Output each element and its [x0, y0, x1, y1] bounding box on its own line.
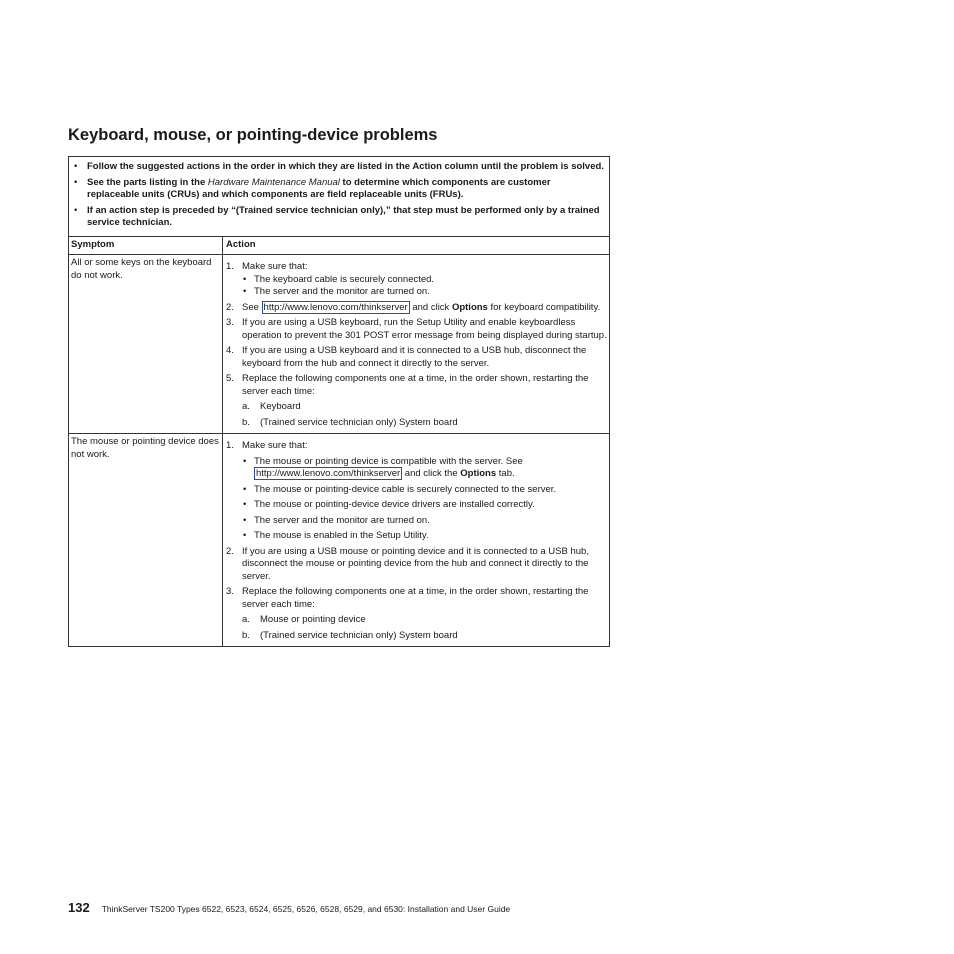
sub-text: (Trained service technician only) System board [260, 629, 458, 641]
sub-letter: a. [242, 614, 250, 625]
bullet-text: The server and the monitor are turned on. [254, 286, 430, 297]
options-label: Options [451, 301, 488, 313]
sub-letter: b. [242, 416, 250, 428]
bullet-text: The mouse or pointing-device cable is securely connected to the server. [254, 483, 557, 495]
section-title: Keyboard, mouse, or pointing-device problems [68, 126, 438, 144]
bullet-item [242, 530, 607, 543]
action-step [226, 586, 607, 642]
sub-item [242, 614, 607, 627]
action-cell [223, 434, 609, 646]
bullet: • [243, 455, 247, 467]
bullet-text: The mouse or pointing device is compatible with the server. See [254, 455, 523, 467]
bullet-item [242, 499, 607, 512]
step-number: 2. [226, 301, 234, 313]
bullet-text: The keyboard cable is securely connected. [254, 273, 435, 285]
header-action: Action [226, 238, 256, 250]
footer-text: ThinkServer TS200 Types 6522, 6523, 6524, 6525, 6526, 6528, 6529, and 6530: Installation and User Guide [101, 904, 511, 914]
bullet-item [242, 456, 607, 481]
bullet: • [243, 483, 247, 495]
note-text: See the parts listing in the [87, 176, 208, 188]
bullet: • [74, 161, 78, 172]
sub-text: Keyboard [260, 401, 301, 412]
step-number: 1. [226, 261, 234, 272]
step-number: 3. [226, 317, 234, 328]
step-text: If you are using a USB keyboard and it is connected to a USB hub, disconnect the keyboard from the hub and connect it directly to the server. [242, 345, 587, 369]
action-step [226, 373, 607, 429]
page-footer [68, 900, 510, 915]
table-row [69, 434, 609, 646]
sub-text: Mouse or pointing device [260, 614, 366, 625]
bullet-text: tab. [496, 468, 515, 479]
bullet: • [74, 204, 78, 216]
action-step [226, 261, 607, 299]
troubleshooting-table [68, 156, 610, 647]
bullet-text: and click the [402, 468, 461, 479]
action-step [226, 302, 607, 315]
step-text: and click [409, 301, 452, 313]
sub-letter: b. [242, 629, 250, 641]
step-number: 2. [226, 545, 234, 557]
options-label: Options [460, 468, 497, 479]
step-text: See [242, 301, 262, 313]
sub-item [242, 417, 607, 430]
sub-letter: a. [242, 401, 250, 412]
table-row [69, 255, 609, 434]
sub-text: (Trained service technician only) System board [260, 416, 458, 428]
note-item [73, 205, 605, 230]
note-text: Follow the suggested actions in the order in which they are listed in the Action column until the problem is solved. [87, 161, 604, 172]
step-text: for keyboard compatibility. [487, 301, 601, 313]
bullet-item [242, 484, 607, 497]
action-step [226, 317, 607, 342]
bullet: • [243, 499, 247, 510]
step-text: Make sure that: [242, 440, 308, 451]
bullet-item [242, 286, 607, 299]
action-step [226, 546, 607, 584]
header-symptom: Symptom [69, 237, 223, 255]
symptom-cell: The mouse or pointing device does not work. [69, 434, 223, 646]
page-number: 132 [68, 900, 90, 915]
note-item [73, 161, 605, 174]
note-text: to determine which components are customer replaceable units (CRUs) and which components are field replaceable units (FRUs). [87, 176, 551, 200]
bullet: • [243, 273, 247, 285]
lenovo-link[interactable]: http://www.lenovo.com/thinkserver [256, 468, 401, 479]
step-number: 3. [226, 586, 234, 597]
symptom-cell: All or some keys on the keyboard do not work. [69, 255, 223, 433]
note-item [73, 177, 605, 202]
bullet-item [242, 274, 607, 287]
bullet: • [243, 286, 247, 297]
step-number: 5. [226, 373, 234, 384]
note-text: If an action step is preceded by “(Trained service technician only),” that step must be performed only by a trained service technician. [87, 204, 600, 228]
action-cell [223, 255, 609, 433]
step-number: 4. [226, 345, 234, 356]
step-text: Replace the following components one at a time, in the order shown, restarting the server each time: [242, 373, 589, 397]
bullet-text: The server and the monitor are turned on. [254, 514, 430, 526]
bullet: • [243, 514, 247, 526]
sub-item [242, 401, 607, 414]
step-text: If you are using a USB keyboard, run the Setup Utility and enable keyboardless operation to prevent the 301 POST error message from being displayed during startup. [242, 317, 607, 341]
bullet-text: The mouse is enabled in the Setup Utility. [254, 530, 429, 541]
bullet-text: The mouse or pointing-device device drivers are installed correctly. [254, 499, 535, 510]
bullet-item [242, 515, 607, 528]
sub-item [242, 630, 607, 643]
table-header [69, 237, 609, 256]
manual-title: Hardware Maintenance Manual [207, 176, 340, 188]
bullet: • [243, 530, 247, 541]
notes-block [69, 157, 609, 237]
step-text: If you are using a USB mouse or pointing device and it is connected to a USB hub, disconnect the mouse or pointing device from the hub and connect it directly to the server. [242, 545, 589, 582]
action-step [226, 345, 607, 370]
step-number: 1. [226, 440, 234, 451]
step-text: Make sure that: [242, 261, 308, 272]
step-text: Replace the following components one at a time, in the order shown, restarting the server each time: [242, 586, 589, 610]
lenovo-link[interactable]: http://www.lenovo.com/thinkserver [263, 301, 408, 313]
bullet: • [74, 176, 78, 188]
action-step [226, 440, 607, 543]
